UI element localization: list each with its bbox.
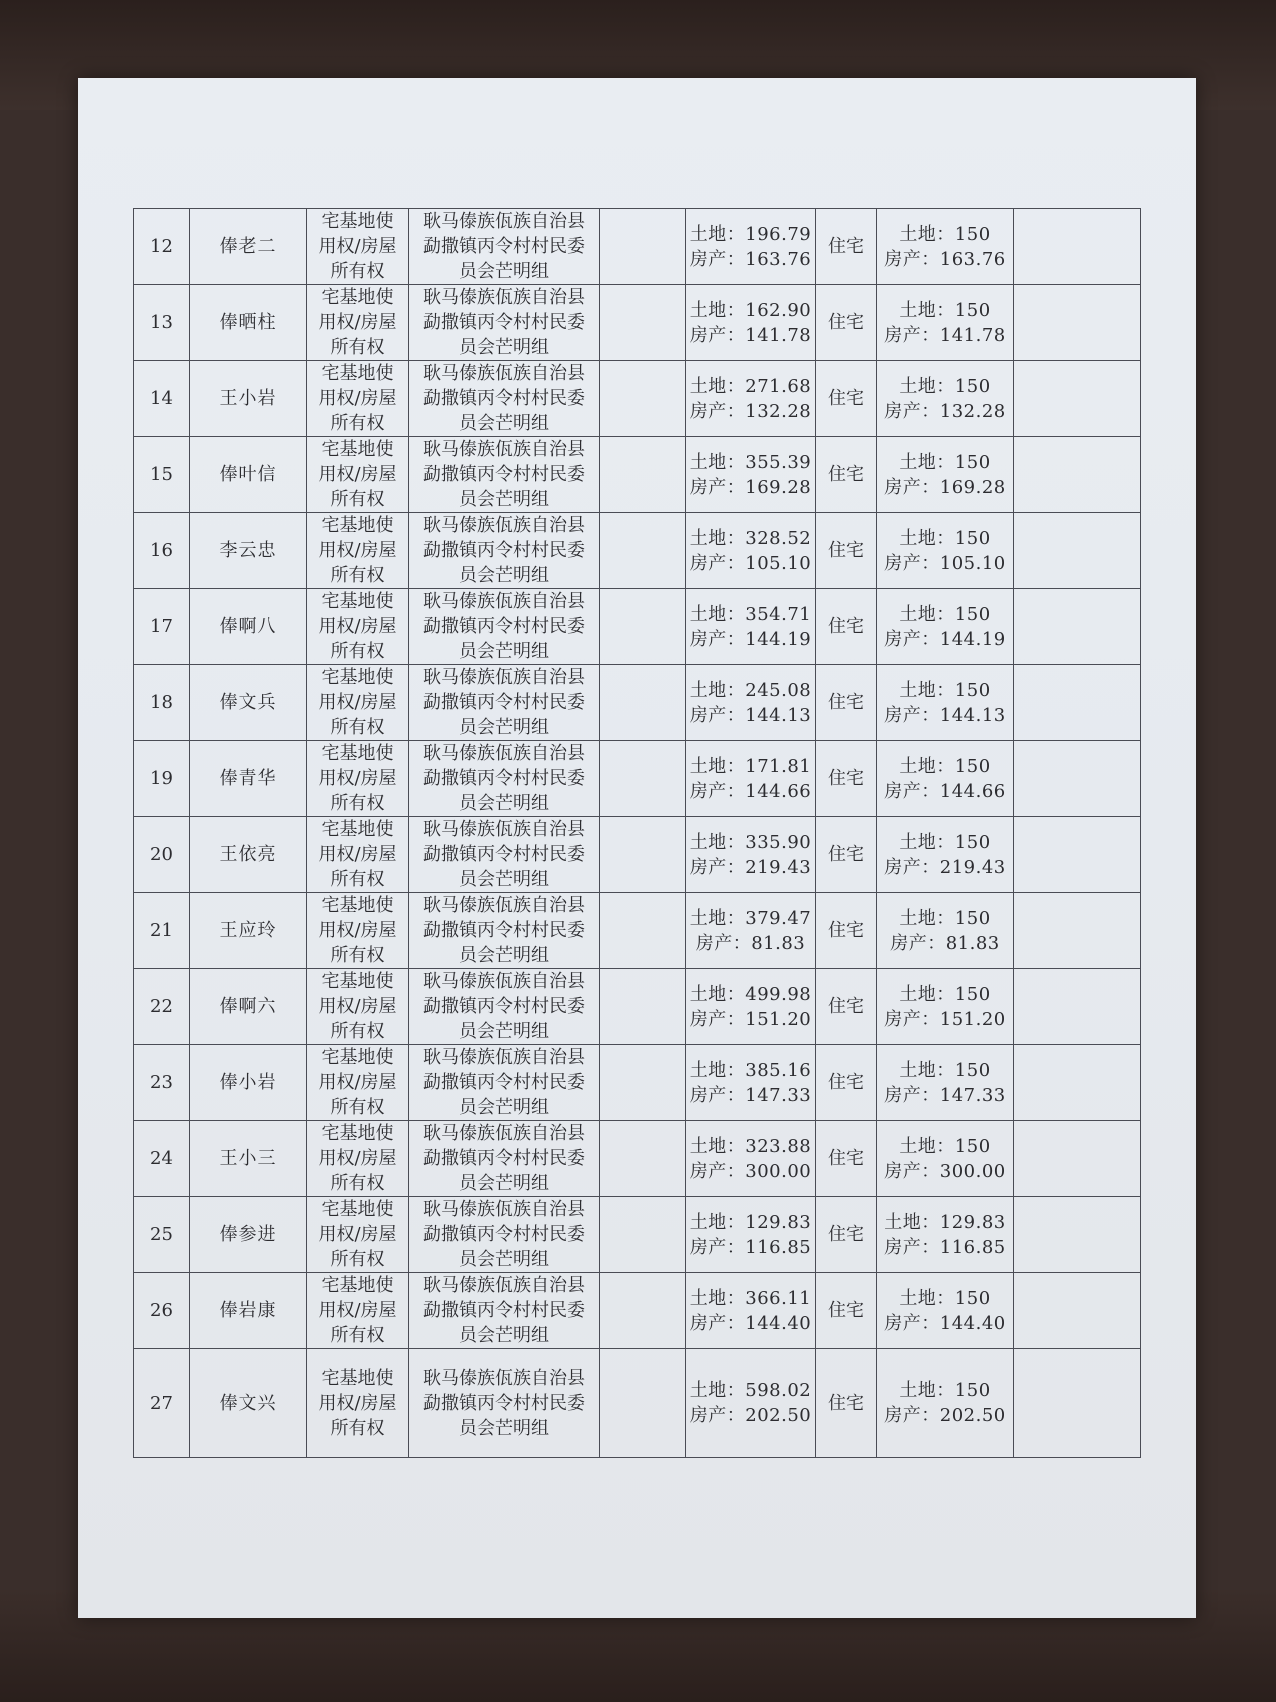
area-house: 房产：147.33 (689, 1084, 812, 1106)
right-type: 宅基地使 用权/房屋 所有权 (307, 513, 409, 589)
location: 耿马傣族佤族自治县 勐撒镇丙令村村民委 员会芒明组 (409, 817, 600, 893)
area-land: 土地：245.08 (689, 679, 812, 701)
remark-cell (1014, 285, 1141, 361)
remark-cell (1014, 437, 1141, 513)
owner-name: 俸文兴 (190, 1349, 307, 1458)
table-row (134, 817, 1141, 893)
owner-name: 俸小岩 (190, 1045, 307, 1121)
area-cell (686, 513, 816, 589)
area-cell (686, 589, 816, 665)
location: 耿马傣族佤族自治县 勐撒镇丙令村村民委 员会芒明组 (409, 1273, 600, 1349)
table-body (134, 209, 1141, 1458)
area-cell (686, 285, 816, 361)
right-type: 宅基地使 用权/房屋 所有权 (307, 817, 409, 893)
table-row (134, 1273, 1141, 1349)
right-type: 宅基地使 用权/房屋 所有权 (307, 361, 409, 437)
use-type: 住宅 (816, 1045, 877, 1121)
row-number: 26 (134, 1273, 190, 1349)
area-land: 土地：328.52 (689, 527, 812, 549)
blank-cell (600, 665, 686, 741)
approved-house: 房产：116.85 (884, 1236, 1006, 1258)
approved-land: 土地：150 (899, 1135, 991, 1157)
table-row (134, 589, 1141, 665)
use-type: 住宅 (816, 1121, 877, 1197)
approved-cell (877, 589, 1014, 665)
right-type: 宅基地使 用权/房屋 所有权 (307, 1121, 409, 1197)
row-number: 25 (134, 1197, 190, 1273)
approved-cell (877, 285, 1014, 361)
owner-name: 王小岩 (190, 361, 307, 437)
location: 耿马傣族佤族自治县 勐撒镇丙令村村民委 员会芒明组 (409, 1197, 600, 1273)
approved-house: 房产：132.28 (884, 400, 1006, 422)
location: 耿马傣族佤族自治县 勐撒镇丙令村村民委 员会芒明组 (409, 741, 600, 817)
approved-cell (877, 513, 1014, 589)
approved-house: 房产：169.28 (884, 476, 1006, 498)
paper-sheet (78, 78, 1196, 1618)
approved-cell (877, 1121, 1014, 1197)
approved-house: 房产：144.13 (884, 704, 1006, 726)
approved-land: 土地：129.83 (884, 1211, 1006, 1233)
row-number: 16 (134, 513, 190, 589)
approved-land: 土地：150 (899, 527, 991, 549)
remark-cell (1014, 1273, 1141, 1349)
right-type: 宅基地使 用权/房屋 所有权 (307, 969, 409, 1045)
row-number: 17 (134, 589, 190, 665)
row-number: 20 (134, 817, 190, 893)
area-cell (686, 1197, 816, 1273)
blank-cell (600, 361, 686, 437)
area-land: 土地：271.68 (689, 375, 812, 397)
approved-land: 土地：150 (899, 831, 991, 853)
remark-cell (1014, 741, 1141, 817)
blank-cell (600, 817, 686, 893)
area-cell (686, 209, 816, 285)
owner-name: 俸啊八 (190, 589, 307, 665)
approved-land: 土地：150 (899, 1059, 991, 1081)
approved-house: 房产：202.50 (884, 1405, 1006, 1426)
row-number: 22 (134, 969, 190, 1045)
right-type: 宅基地使 用权/房屋 所有权 (307, 209, 409, 285)
blank-cell (600, 437, 686, 513)
row-number: 23 (134, 1045, 190, 1121)
use-type: 住宅 (816, 285, 877, 361)
table-row (134, 1045, 1141, 1121)
area-cell (686, 437, 816, 513)
remark-cell (1014, 589, 1141, 665)
area-cell (686, 665, 816, 741)
area-house: 房产：300.00 (689, 1160, 812, 1182)
owner-name: 俸叶信 (190, 437, 307, 513)
table-row (134, 893, 1141, 969)
approved-cell (877, 1197, 1014, 1273)
approved-house: 房产：300.00 (884, 1160, 1006, 1182)
area-cell (686, 893, 816, 969)
row-number: 18 (134, 665, 190, 741)
approved-cell (877, 361, 1014, 437)
area-house: 房产：144.13 (689, 704, 812, 726)
area-land: 土地：335.90 (689, 831, 812, 853)
blank-cell (600, 893, 686, 969)
use-type: 住宅 (816, 1197, 877, 1273)
right-type: 宅基地使 用权/房屋 所有权 (307, 1349, 409, 1458)
remark-cell (1014, 665, 1141, 741)
area-cell (686, 1273, 816, 1349)
area-land: 土地：162.90 (689, 299, 812, 321)
area-land: 土地：323.88 (689, 1135, 812, 1157)
owner-name: 王应玲 (190, 893, 307, 969)
blank-cell (600, 589, 686, 665)
location: 耿马傣族佤族自治县 勐撒镇丙令村村民委 员会芒明组 (409, 361, 600, 437)
blank-cell (600, 513, 686, 589)
row-number: 13 (134, 285, 190, 361)
area-cell (686, 361, 816, 437)
right-type: 宅基地使 用权/房屋 所有权 (307, 665, 409, 741)
blank-cell (600, 1121, 686, 1197)
area-house: 房产：151.20 (689, 1008, 812, 1030)
area-cell (686, 817, 816, 893)
area-house: 房产：141.78 (689, 324, 812, 346)
right-type: 宅基地使 用权/房屋 所有权 (307, 437, 409, 513)
approved-house: 房产：144.66 (884, 780, 1006, 802)
approved-cell (877, 209, 1014, 285)
owner-name: 俸青华 (190, 741, 307, 817)
area-house: 房产：81.83 (695, 932, 806, 954)
area-land: 土地：598.02 (689, 1380, 812, 1401)
remark-cell (1014, 1349, 1141, 1458)
row-number: 14 (134, 361, 190, 437)
table-row (134, 437, 1141, 513)
area-house: 房产：163.76 (689, 248, 812, 270)
remark-cell (1014, 817, 1141, 893)
approved-land: 土地：150 (899, 1287, 991, 1309)
owner-name: 俸老二 (190, 209, 307, 285)
table-row (134, 361, 1141, 437)
use-type: 住宅 (816, 741, 877, 817)
right-type: 宅基地使 用权/房屋 所有权 (307, 1197, 409, 1273)
use-type: 住宅 (816, 513, 877, 589)
area-land: 土地：171.81 (689, 755, 812, 777)
approved-house: 房产：141.78 (884, 324, 1006, 346)
remark-cell (1014, 209, 1141, 285)
approved-land: 土地：150 (899, 451, 991, 473)
approved-land: 土地：150 (899, 299, 991, 321)
use-type: 住宅 (816, 361, 877, 437)
approved-cell (877, 817, 1014, 893)
approved-house: 房产：144.19 (884, 628, 1006, 650)
location: 耿马傣族佤族自治县 勐撒镇丙令村村民委 员会芒明组 (409, 665, 600, 741)
remark-cell (1014, 1121, 1141, 1197)
approved-cell (877, 665, 1014, 741)
location: 耿马傣族佤族自治县 勐撒镇丙令村村民委 员会芒明组 (409, 893, 600, 969)
area-land: 土地：196.79 (689, 223, 812, 245)
blank-cell (600, 741, 686, 817)
area-cell (686, 1121, 816, 1197)
area-land: 土地：499.98 (689, 983, 812, 1005)
area-house: 房产：144.66 (689, 780, 812, 802)
right-type: 宅基地使 用权/房屋 所有权 (307, 741, 409, 817)
row-number: 27 (134, 1349, 190, 1458)
approved-cell (877, 437, 1014, 513)
approved-house: 房产：147.33 (884, 1084, 1006, 1106)
area-land: 土地：379.47 (689, 907, 812, 929)
blank-cell (600, 1045, 686, 1121)
row-number: 21 (134, 893, 190, 969)
location: 耿马傣族佤族自治县 勐撒镇丙令村村民委 员会芒明组 (409, 209, 600, 285)
registration-table (133, 208, 1141, 1458)
use-type: 住宅 (816, 1349, 877, 1458)
remark-cell (1014, 893, 1141, 969)
location: 耿马傣族佤族自治县 勐撒镇丙令村村民委 员会芒明组 (409, 1121, 600, 1197)
blank-cell (600, 1349, 686, 1458)
area-cell (686, 1045, 816, 1121)
right-type: 宅基地使 用权/房屋 所有权 (307, 893, 409, 969)
use-type: 住宅 (816, 589, 877, 665)
blank-cell (600, 1273, 686, 1349)
area-house: 房产：219.43 (689, 856, 812, 878)
owner-name: 俸晒柱 (190, 285, 307, 361)
approved-cell (877, 1045, 1014, 1121)
table-row (134, 665, 1141, 741)
area-land: 土地：355.39 (689, 451, 812, 473)
table-row (134, 969, 1141, 1045)
approved-land: 土地：150 (899, 375, 991, 397)
approved-cell (877, 741, 1014, 817)
area-cell (686, 741, 816, 817)
blank-cell (600, 969, 686, 1045)
location: 耿马傣族佤族自治县 勐撒镇丙令村村民委 员会芒明组 (409, 1045, 600, 1121)
area-land: 土地：366.11 (689, 1287, 812, 1309)
table-row (134, 209, 1141, 285)
approved-house: 房产：151.20 (884, 1008, 1006, 1030)
approved-house: 房产：144.40 (884, 1312, 1006, 1334)
area-house: 房产：132.28 (689, 400, 812, 422)
owner-name: 王小三 (190, 1121, 307, 1197)
remark-cell (1014, 1045, 1141, 1121)
table-row (134, 741, 1141, 817)
area-land: 土地：385.16 (689, 1059, 812, 1081)
use-type: 住宅 (816, 665, 877, 741)
owner-name: 李云忠 (190, 513, 307, 589)
approved-cell (877, 969, 1014, 1045)
area-house: 房产：144.19 (689, 628, 812, 650)
table-row (134, 1349, 1141, 1458)
right-type: 宅基地使 用权/房屋 所有权 (307, 285, 409, 361)
approved-house: 房产：81.83 (890, 932, 1000, 954)
row-number: 15 (134, 437, 190, 513)
owner-name: 俸啊六 (190, 969, 307, 1045)
row-number: 12 (134, 209, 190, 285)
right-type: 宅基地使 用权/房屋 所有权 (307, 1045, 409, 1121)
use-type: 住宅 (816, 437, 877, 513)
area-land: 土地：354.71 (689, 603, 812, 625)
blank-cell (600, 209, 686, 285)
location: 耿马傣族佤族自治县 勐撒镇丙令村村民委 员会芒明组 (409, 513, 600, 589)
approved-land: 土地：150 (899, 755, 991, 777)
table-row (134, 285, 1141, 361)
area-cell (686, 969, 816, 1045)
area-house: 房产：144.40 (689, 1312, 812, 1334)
location: 耿马傣族佤族自治县 勐撒镇丙令村村民委 员会芒明组 (409, 437, 600, 513)
approved-house: 房产：219.43 (884, 856, 1006, 878)
owner-name: 王依亮 (190, 817, 307, 893)
remark-cell (1014, 969, 1141, 1045)
right-type: 宅基地使 用权/房屋 所有权 (307, 589, 409, 665)
use-type: 住宅 (816, 209, 877, 285)
approved-land: 土地：150 (899, 907, 991, 929)
table-row (134, 1197, 1141, 1273)
use-type: 住宅 (816, 1273, 877, 1349)
owner-name: 俸文兵 (190, 665, 307, 741)
location: 耿马傣族佤族自治县 勐撒镇丙令村村民委 员会芒明组 (409, 285, 600, 361)
right-type: 宅基地使 用权/房屋 所有权 (307, 1273, 409, 1349)
owner-name: 俸参进 (190, 1197, 307, 1273)
row-number: 19 (134, 741, 190, 817)
area-house: 房产：202.50 (689, 1405, 812, 1426)
approved-cell (877, 1273, 1014, 1349)
area-house: 房产：169.28 (689, 476, 812, 498)
location: 耿马傣族佤族自治县 勐撒镇丙令村村民委 员会芒明组 (409, 1349, 600, 1458)
area-land: 土地：129.83 (689, 1211, 812, 1233)
approved-cell (877, 1349, 1014, 1458)
approved-land: 土地：150 (899, 603, 991, 625)
area-house: 房产：105.10 (689, 552, 812, 574)
use-type: 住宅 (816, 969, 877, 1045)
area-house: 房产：116.85 (689, 1236, 812, 1258)
approved-land: 土地：150 (899, 983, 991, 1005)
use-type: 住宅 (816, 893, 877, 969)
owner-name: 俸岩康 (190, 1273, 307, 1349)
blank-cell (600, 1197, 686, 1273)
approved-land: 土地：150 (899, 679, 991, 701)
blank-cell (600, 285, 686, 361)
approved-house: 房产：105.10 (884, 552, 1006, 574)
approved-cell (877, 893, 1014, 969)
approved-land: 土地：150 (899, 223, 991, 245)
remark-cell (1014, 361, 1141, 437)
remark-cell (1014, 513, 1141, 589)
remark-cell (1014, 1197, 1141, 1273)
area-cell (686, 1349, 816, 1458)
approved-house: 房产：163.76 (884, 248, 1006, 270)
row-number: 24 (134, 1121, 190, 1197)
approved-land: 土地：150 (899, 1380, 991, 1401)
use-type: 住宅 (816, 817, 877, 893)
location: 耿马傣族佤族自治县 勐撒镇丙令村村民委 员会芒明组 (409, 969, 600, 1045)
location: 耿马傣族佤族自治县 勐撒镇丙令村村民委 员会芒明组 (409, 589, 600, 665)
table-row (134, 1121, 1141, 1197)
table-row (134, 513, 1141, 589)
